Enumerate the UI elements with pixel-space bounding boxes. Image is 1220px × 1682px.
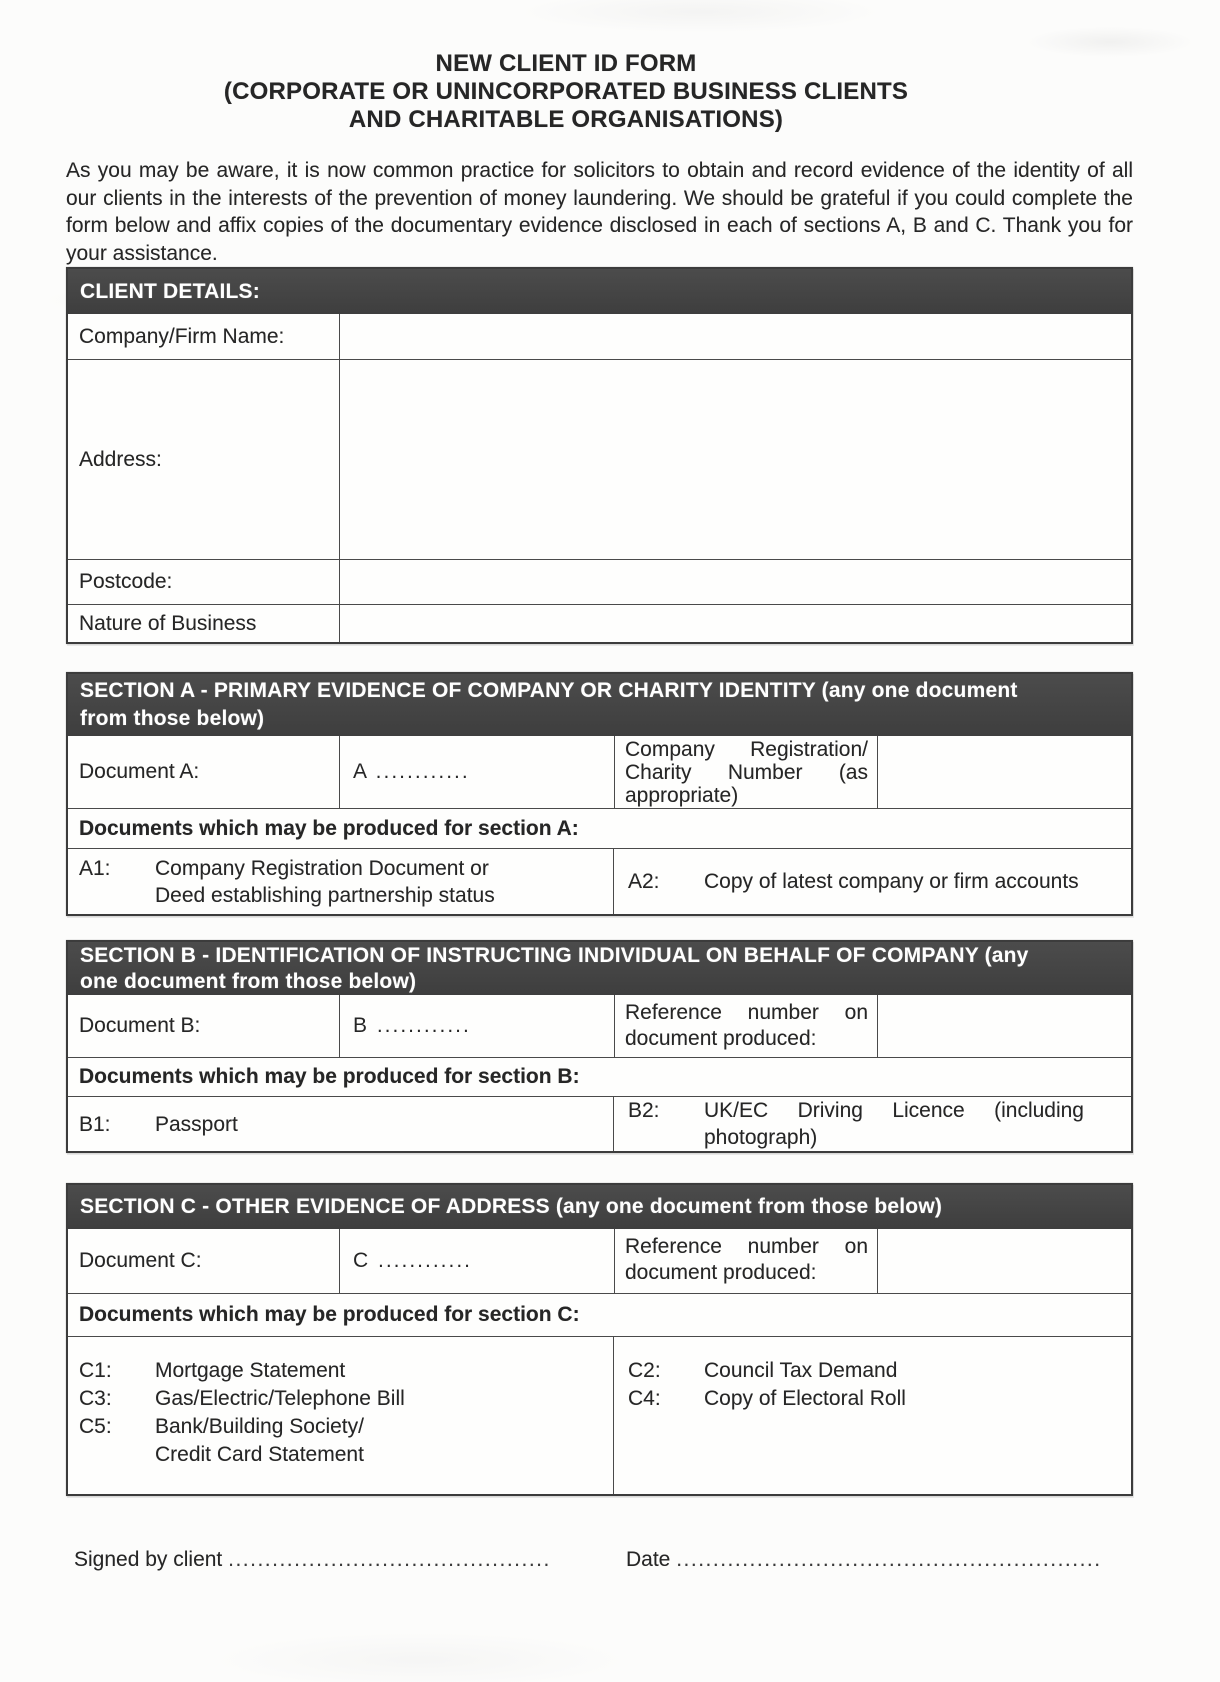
date-label: Date [626, 1548, 671, 1571]
section-b-options-left [68, 1097, 614, 1151]
date-area [626, 1546, 1102, 1574]
postcode-field[interactable] [340, 560, 1131, 604]
section-b-header-bar [68, 942, 1131, 995]
nature-of-business-field[interactable] [340, 605, 1131, 642]
client-details-header-label: CLIENT DETAILS: [80, 279, 260, 303]
company-firm-name-field[interactable] [340, 314, 1131, 359]
postcode-row [68, 559, 1131, 604]
client-details-header-bar [68, 269, 1131, 314]
nature-of-business-label: Nature of Business [68, 605, 340, 642]
section-b-document-row [68, 995, 1131, 1057]
section-b-table [66, 940, 1133, 1153]
option-b1-code: B1: [79, 1112, 111, 1136]
section-a-document-row [68, 736, 1131, 808]
intro-paragraph: As you may be aware, it is now common practice for solicitors to obtain and record evidence of the identity of all our clients in the interests of the prevention of money laundering. We should be grateful if you could complete the form below and affix copies of the documentary evidence disclosed in each of sections A, B and C. Thank you for your assistance. [66, 159, 1133, 265]
document-c-label: Document C: [68, 1229, 340, 1293]
document-b-code-text: B ............ [353, 1014, 471, 1037]
option-b2-code: B2: [628, 1099, 660, 1122]
option-c1-text: Mortgage Statement [155, 1359, 346, 1382]
reference-number-field-c[interactable] [878, 1229, 1131, 1293]
option-c4 [614, 1385, 1131, 1413]
option-a2 [614, 868, 1131, 895]
signature-line[interactable]: ............................................ [228, 1548, 551, 1571]
document-a-code-text: A ............ [353, 760, 470, 783]
client-details-table [66, 267, 1133, 644]
option-c4-text: Copy of Electoral Roll [704, 1387, 906, 1410]
option-c3 [68, 1385, 613, 1413]
option-c5-code: C5: [79, 1415, 112, 1438]
document-c-code-field[interactable] [340, 1229, 615, 1293]
address-row [68, 359, 1131, 559]
page-title-line-2: (CORPORATE OR UNINCORPORATED BUSINESS CLIENTS [223, 78, 909, 105]
section-c-options-left [68, 1337, 614, 1494]
document-c-code-text: C ............ [353, 1249, 473, 1272]
option-c2-code: C2: [628, 1359, 661, 1382]
section-c-document-options [68, 1336, 1131, 1494]
option-c5 [68, 1413, 613, 1469]
section-a-document-options [68, 848, 1131, 914]
date-line[interactable]: .......................................................... [676, 1548, 1102, 1571]
company-registration-number-field[interactable] [878, 736, 1131, 808]
section-a-options-right [614, 849, 1131, 914]
document-b-label: Document B: [68, 995, 340, 1057]
section-a-produced-heading: Documents which may be produced for section A: [68, 808, 1131, 848]
reference-number-label-b: Reference number on document produced: [615, 995, 878, 1057]
option-c2 [614, 1357, 1131, 1385]
signature-footer [74, 1546, 1220, 1574]
page-title [66, 50, 1066, 134]
nature-of-business-row [68, 604, 1131, 642]
section-a-header-bar [68, 674, 1131, 736]
signed-by-client-label: Signed by client [74, 1548, 223, 1571]
section-b-header-label: SECTION B - IDENTIFICATION OF INSTRUCTING INDIVIDUAL ON BEHALF OF COMPANY (any one document from those below) [80, 943, 1029, 993]
option-c4-code: C4: [628, 1387, 661, 1410]
option-c5-text: Bank/Building Society/ Credit Card Statement [155, 1415, 364, 1466]
option-a1-code: A1: [79, 856, 111, 880]
option-b2-text: UK/EC Driving Licence (including photograph) [704, 1099, 1084, 1149]
option-c1-code: C1: [79, 1359, 112, 1382]
section-c-header-label: SECTION C - OTHER EVIDENCE OF ADDRESS (any one document from those below) [80, 1195, 943, 1218]
section-b-options-right [614, 1097, 1131, 1151]
company-firm-name-row [68, 314, 1131, 359]
company-registration-number-label: Company Registration/ Charity Number (as appropriate) [615, 736, 878, 808]
address-label: Address: [68, 360, 340, 559]
option-c3-text: Gas/Electric/Telephone Bill [155, 1387, 405, 1410]
document-a-label: Document A: [68, 736, 340, 808]
section-a-header-label: SECTION A - PRIMARY EVIDENCE OF COMPANY OR CHARITY IDENTITY (any one document from those below) [80, 679, 1018, 730]
option-b2 [614, 1097, 1131, 1151]
page-title-line-3: AND CHARITABLE ORGANISATIONS) [348, 106, 784, 133]
section-c-header-bar [68, 1185, 1131, 1229]
option-b1-text: Passport [155, 1112, 238, 1136]
postcode-label: Postcode: [68, 560, 340, 604]
section-c-options-right [614, 1337, 1131, 1494]
reference-number-label-c: Reference number on document produced: [615, 1229, 878, 1293]
section-c-table [66, 1183, 1133, 1496]
option-a2-code: A2: [628, 870, 660, 893]
option-a1 [68, 855, 613, 909]
company-firm-name-label: Company/Firm Name: [68, 314, 340, 359]
address-field[interactable] [340, 360, 1131, 559]
reference-number-field-b[interactable] [878, 995, 1131, 1057]
option-a2-text: Copy of latest company or firm accounts [704, 870, 1079, 893]
option-b1 [68, 1111, 613, 1138]
signed-by-client-area [74, 1546, 626, 1574]
section-b-produced-heading: Documents which may be produced for section B: [68, 1057, 1131, 1096]
section-c-document-row [68, 1229, 1131, 1293]
option-c1 [68, 1357, 613, 1385]
page-title-line-1: NEW CLIENT ID FORM [435, 50, 697, 77]
document-b-code-field[interactable] [340, 995, 615, 1057]
option-c3-code: C3: [79, 1387, 112, 1410]
section-a-table [66, 672, 1133, 916]
document-a-code-field[interactable] [340, 736, 615, 808]
section-b-document-options [68, 1096, 1131, 1151]
section-c-produced-heading: Documents which may be produced for section C: [68, 1293, 1131, 1336]
option-a1-text: Company Registration Document or Deed establishing partnership status [155, 856, 495, 907]
section-a-options-left [68, 849, 614, 914]
option-c2-text: Council Tax Demand [704, 1359, 898, 1382]
